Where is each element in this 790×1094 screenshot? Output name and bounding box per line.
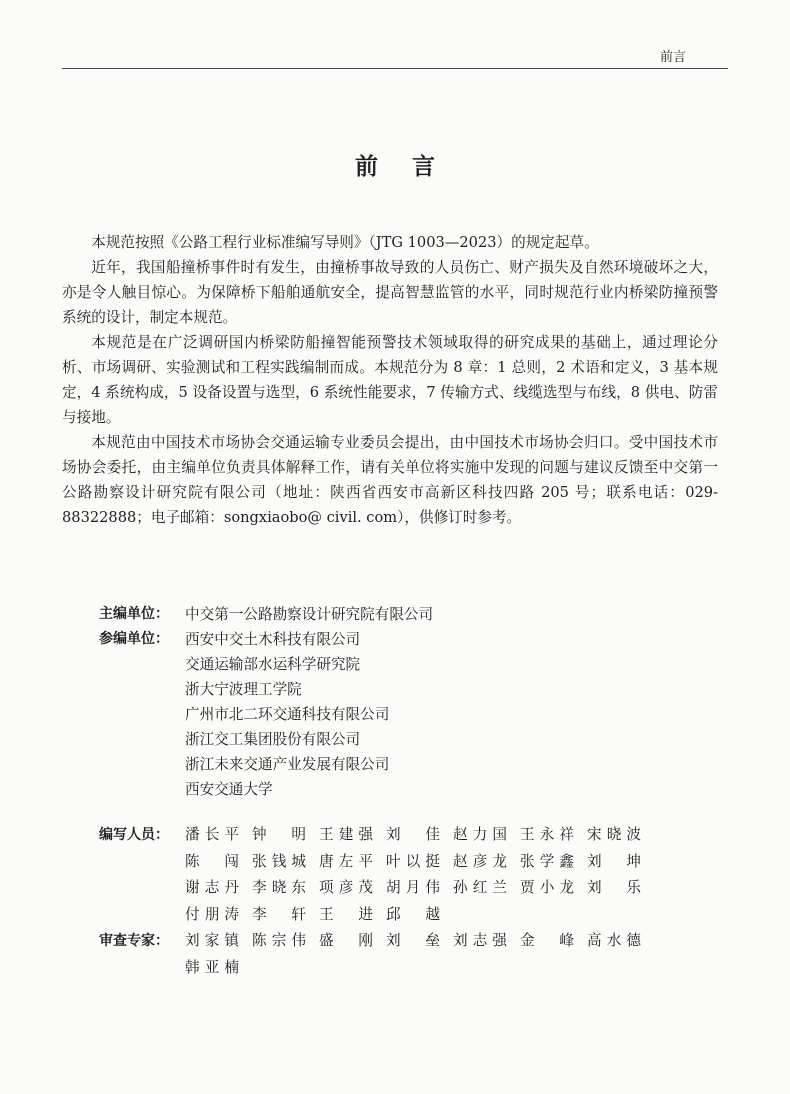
author-name: 刘 坤 xyxy=(587,852,641,870)
reviewer-name: 盛 刚 xyxy=(319,932,373,949)
reviewer-name: 刘志强 xyxy=(453,932,507,949)
author-name: 李 轩 xyxy=(252,905,306,923)
paragraph: 近年，我国船撞桥事件时有发生，由撞桥事故导致的人员伤亡、财产损失及自然环境破坏之大，亦是令人触目惊心。为保障桥下船舶通航安全，提高智慧监管的水平，同时规范行业内桥梁防撞预警系统的设计，制定本规范。 xyxy=(62,259,718,326)
author-name: 刘 乐 xyxy=(587,879,641,896)
author-name: 项彦茂 xyxy=(319,879,373,896)
author-name: 刘 佳 xyxy=(386,826,440,843)
reviewer-name: 高水德 xyxy=(587,932,641,949)
reviewer-name: 陈宗伟 xyxy=(252,932,306,949)
authors-row xyxy=(99,822,699,928)
participating-units-row xyxy=(99,627,699,802)
chief-unit-label: 主编单位： xyxy=(99,606,169,622)
author-name: 赵彦龙 xyxy=(453,852,507,870)
reviewer-name: 金 峰 xyxy=(520,932,574,949)
header-rule xyxy=(62,68,728,69)
author-name: 宋晓波 xyxy=(587,826,641,843)
author-name: 谢志丹 xyxy=(185,879,239,896)
reviewer-name: 韩亚楠 xyxy=(185,958,239,976)
unit-item: 交通运输部水运科学研究院 xyxy=(185,656,361,673)
chief-unit-name: 中交第一公路勘察设计研究院有限公司 xyxy=(185,606,434,623)
people-block xyxy=(99,822,699,981)
authors-label: 编写人员： xyxy=(99,827,169,843)
author-name: 王永祥 xyxy=(520,826,574,843)
unit-item: 浙江交工集团股份有限公司 xyxy=(185,731,361,748)
page-title: 前言 xyxy=(355,154,469,180)
participating-units-list xyxy=(185,627,699,802)
authors-list xyxy=(185,822,699,928)
paragraph: 本规范是在广泛调研国内桥梁防船撞智能预警技术领域取得的研究成果的基础上，通过理论分析、市场调研、实验测试和工程实践编制而成。本规范分为 8 章：1 总则，2 术语和定义，3 基本规定，4 系统构成，5 设备设置与选型，6 系统性能要求，7 传输方式、线缆选型与布线，8 供电、防雷与接地。 xyxy=(62,334,718,426)
units-block xyxy=(99,602,699,802)
author-name: 王建强 xyxy=(319,826,373,843)
chief-unit-row xyxy=(99,602,699,627)
participating-units-label: 参编单位： xyxy=(99,631,169,647)
author-name: 孙红兰 xyxy=(453,879,507,896)
author-name: 胡月伟 xyxy=(386,879,440,896)
author-name: 张学鑫 xyxy=(520,852,574,870)
author-name: 贾小龙 xyxy=(520,879,574,896)
author-name: 唐左平 xyxy=(319,852,373,870)
unit-item: 广州市北二环交通科技有限公司 xyxy=(185,706,390,723)
reviewer-name: 刘家镇 xyxy=(185,932,239,949)
author-name: 李晓东 xyxy=(252,879,306,896)
reviewers-list xyxy=(185,928,699,981)
author-name: 钟 明 xyxy=(252,826,306,843)
author-name: 赵力国 xyxy=(453,826,507,843)
running-head: 前言 xyxy=(659,50,686,65)
author-name: 陈 闯 xyxy=(185,852,239,870)
author-name: 王 进 xyxy=(319,905,373,923)
author-name: 邱 越 xyxy=(386,905,440,923)
unit-item: 西安交通大学 xyxy=(185,781,273,798)
paragraph: 本规范由中国技术市场协会交通运输专业委员会提出，由中国技术市场协会归口。受中国技术市场协会委托，由主编单位负责具体解释工作，请有关单位将实施中发现的问题与建议反馈至中交第一公路勘察设计研究院有限公司（地址：陕西省西安市高新区科技四路 205 号；联系电话：029-88322888；电子邮箱：songxiaobo@ civil. com），供修订时参考。 xyxy=(62,434,718,526)
author-name: 张钱城 xyxy=(252,852,306,870)
author-name: 叶以挺 xyxy=(386,852,440,870)
unit-item: 浙江未来交通产业发展有限公司 xyxy=(185,756,390,773)
author-name: 潘长平 xyxy=(185,826,239,843)
unit-item: 西安中交土木科技有限公司 xyxy=(185,631,361,648)
unit-item: 浙大宁波理工学院 xyxy=(185,681,302,698)
author-name: 付朋涛 xyxy=(185,905,239,923)
reviewers-label: 审查专家： xyxy=(99,933,169,949)
reviewers-row xyxy=(99,928,699,981)
paragraph: 本规范按照《公路工程行业标准编写导则》（JTG 1003—2023）的规定起草。 xyxy=(91,234,599,251)
reviewer-name: 刘 垒 xyxy=(386,932,440,949)
preface-body xyxy=(62,230,718,530)
